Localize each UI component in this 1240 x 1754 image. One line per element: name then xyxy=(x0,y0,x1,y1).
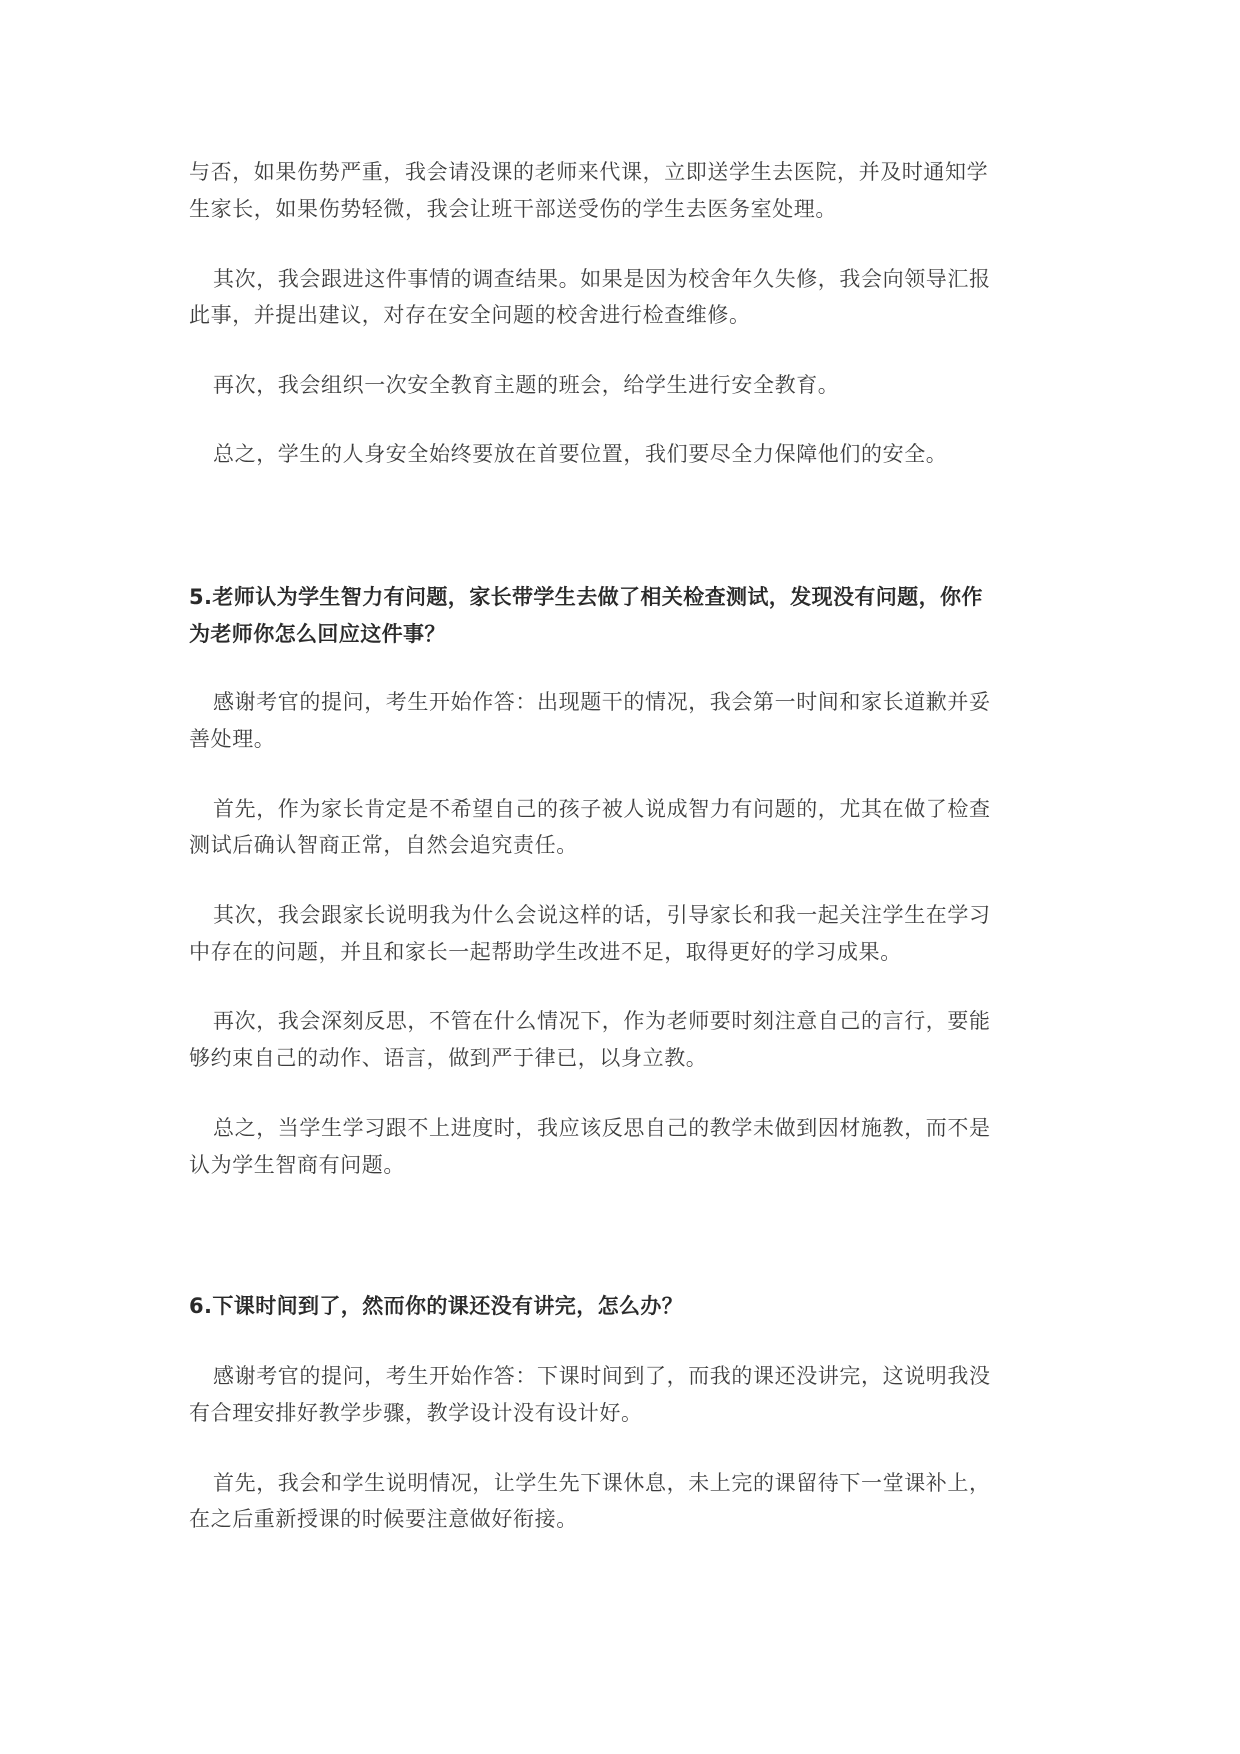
question-5-heading: 为老师你怎么回应这件事？ xyxy=(189,622,446,646)
paragraph-line: 总之，学生的人身安全始终要放在首要位置，我们要尽全力保障他们的安全。 xyxy=(213,442,948,466)
paragraph-line: 生家长，如果伤势轻微，我会让班干部送受伤的学生去医务室处理。 xyxy=(189,197,837,221)
paragraph-line: 其次，我会跟家长说明我为什么会说这样的话，引导家长和我一起关注学生在学习 xyxy=(213,903,991,927)
paragraph-line: 在之后重新授课的时候要注意做好衔接。 xyxy=(189,1507,578,1531)
paragraph-line: 首先，我会和学生说明情况，让学生先下课休息，未上完的课留待下一堂课补上， xyxy=(213,1471,991,1495)
paragraph-line: 首先，作为家长肯定是不希望自己的孩子被人说成智力有问题的，尤其在做了检查 xyxy=(213,797,991,821)
paragraph-line: 测试后确认智商正常，自然会追究责任。 xyxy=(189,833,578,857)
paragraph-line: 中存在的问题，并且和家长一起帮助学生改进不足，取得更好的学习成果。 xyxy=(189,940,902,964)
paragraph-line: 有合理安排好教学步骤，教学设计没有设计好。 xyxy=(189,1401,643,1425)
paragraph-line: 其次，我会跟进这件事情的调查结果。如果是因为校舍年久失修，我会向领导汇报 xyxy=(213,267,991,291)
paragraph-line: 感谢考官的提问，考生开始作答：下课时间到了，而我的课还没讲完，这说明我没 xyxy=(213,1364,991,1388)
paragraph-line: 感谢考官的提问，考生开始作答：出现题干的情况，我会第一时间和家长道歉并妥 xyxy=(213,690,991,714)
paragraph-line: 够约束自己的动作、语言，做到严于律已，以身立教。 xyxy=(189,1046,708,1070)
paragraph-line: 善处理。 xyxy=(189,727,276,751)
paragraph-line: 此事，并提出建议，对存在安全问题的校舍进行检查维修。 xyxy=(189,303,751,327)
paragraph-line: 再次，我会深刻反思，不管在什么情况下，作为老师要时刻注意自己的言行，要能 xyxy=(213,1009,991,1033)
paragraph-line: 总之，当学生学习跟不上进度时，我应该反思自己的教学未做到因材施教，而不是 xyxy=(213,1116,991,1140)
paragraph-line: 再次，我会组织一次安全教育主题的班会，给学生进行安全教育。 xyxy=(213,373,840,397)
question-5-heading: 5.老师认为学生智力有问题，家长带学生去做了相关检查测试，发现没有问题，你作 xyxy=(189,585,983,609)
question-6-heading: 6.下课时间到了，然而你的课还没有讲完，怎么办？ xyxy=(189,1294,684,1318)
paragraph-line: 与否，如果伤势严重，我会请没课的老师来代课，立即送学生去医院，并及时通知学 xyxy=(189,160,989,184)
paragraph-line: 认为学生智商有问题。 xyxy=(189,1153,405,1177)
